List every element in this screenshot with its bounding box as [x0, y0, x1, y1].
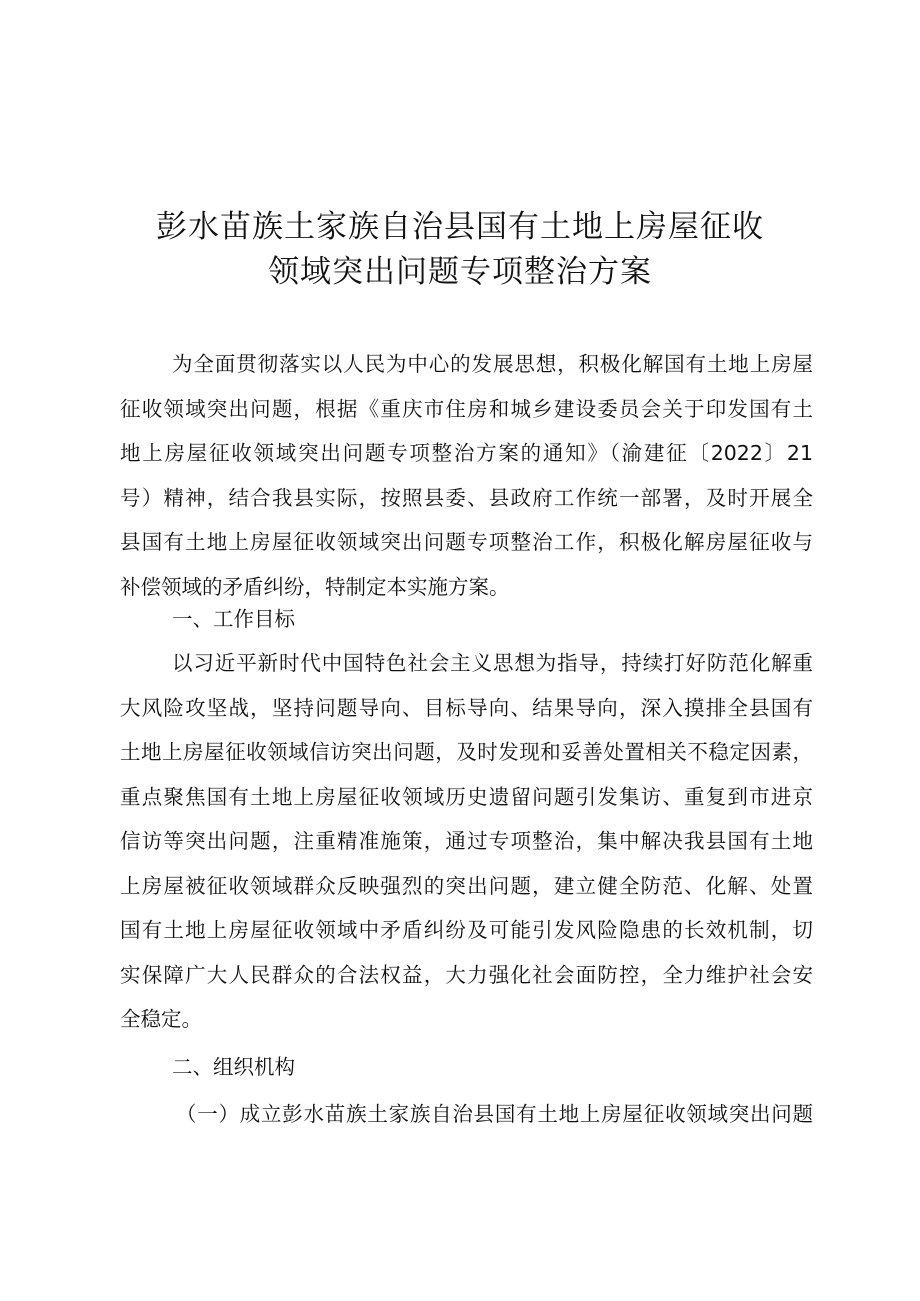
- section-heading-work-goals: 一、工作目标: [172, 607, 295, 631]
- paragraph-line: 以习近平新时代中国特色社会主义思想为指导，持续打好防范化解重: [172, 651, 813, 675]
- paragraph-line: 为全面贯彻落实以人民为中心的发展思想，积极化解国有土地上房屋: [172, 352, 813, 376]
- paragraph-line: 土地上房屋征收领域信访突出问题，及时发现和妥善处置相关不稳定因素，: [120, 740, 813, 764]
- document-title-line-2: 领域突出问题专项整治方案: [268, 254, 652, 290]
- paragraph-line: 实保障广大人民群众的合法权益，大力强化社会面防控，全力维护社会安: [120, 962, 813, 987]
- paragraph-line: 全稳定。: [120, 1007, 202, 1031]
- document-title-line-1: 彭水苗族土家族自治县国有土地上房屋征收: [156, 209, 764, 245]
- paragraph-line: 补偿领域的矛盾纠纷，特制定本实施方案。: [120, 574, 510, 599]
- section-heading-organization: 二、组织机构: [172, 1055, 295, 1079]
- paragraph-line: 征收领域突出问题，根据《重庆市住房和城乡建设委员会关于印发国有土: [120, 396, 813, 421]
- intro-paragraph: [120, 342, 813, 609]
- organization-paragraph: [120, 1092, 813, 1137]
- subsection-heading: （一）成立彭水苗族土家族自治县国有土地上房屋征收领域突出问题: [176, 1102, 813, 1126]
- paragraph-line: 县国有土地上房屋征收领域突出问题专项整治工作，积极化解房屋征收与: [120, 530, 813, 554]
- paragraph-line: 重点聚焦国有土地上房屋征收领域历史遗留问题引发集访、重复到市进京: [120, 784, 813, 809]
- paragraph-line: 大风险攻坚战，坚持问题导向、目标导向、结果导向，深入摸排全县国有: [120, 695, 813, 720]
- paragraph-line: 信访等突出问题，注重精准施策，通过专项整治，集中解决我县国有土地: [120, 829, 813, 853]
- paragraph-line: 号）精神，结合我县实际，按照县委、县政府工作统一部署，及时开展全: [120, 485, 813, 510]
- paragraph-line: 上房屋被征收领域群众反映强烈的突出问题，建立健全防范、化解、处置: [120, 873, 813, 898]
- paragraph-line: 国有土地上房屋征收领域中矛盾纠纷及可能引发风险隐患的长效机制，切: [120, 918, 813, 942]
- work-goals-paragraph: [120, 641, 813, 1042]
- paragraph-line: 地上房屋征收领域突出问题专项整治方案的通知》（渝建征〔2022〕21: [120, 441, 813, 465]
